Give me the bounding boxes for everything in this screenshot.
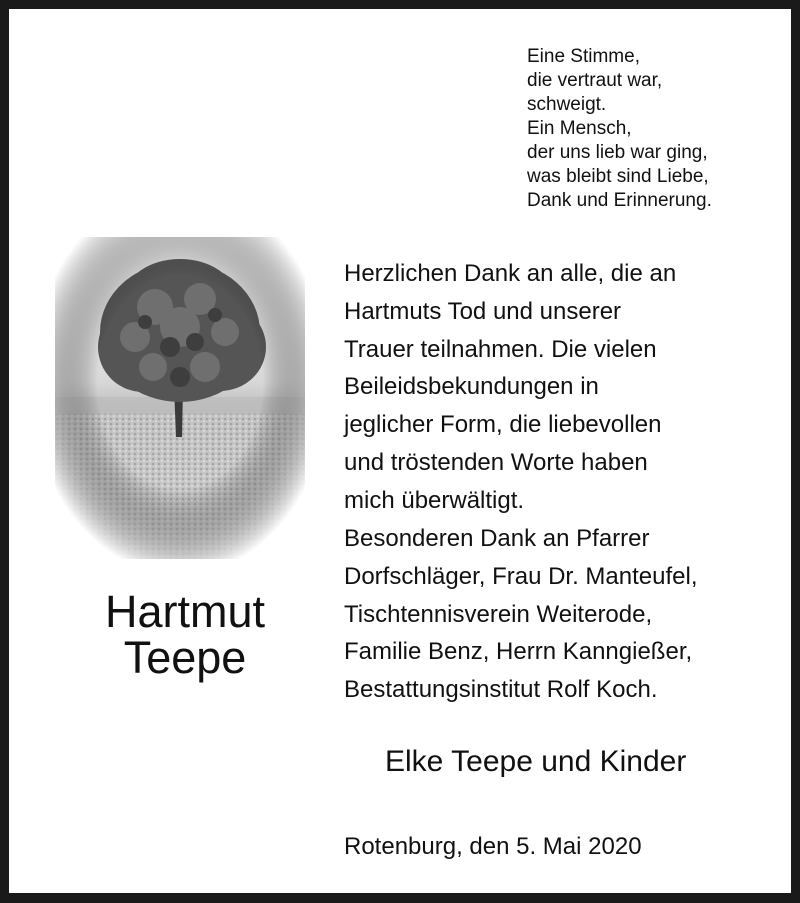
text-line: Dorfschläger, Frau Dr. Manteufel, (344, 562, 698, 590)
special-thanks-paragraph (344, 520, 697, 709)
place-date: Rotenburg, den 5. Mai 2020 (344, 833, 642, 860)
text-line: Hartmuts Tod und unserer (344, 297, 622, 325)
text-line: Beileidsbekundungen in (344, 373, 599, 401)
obituary-card (9, 9, 791, 893)
text-line: Trauer teilnahmen. Die vielen (344, 335, 657, 363)
poem (527, 45, 712, 213)
poem-line: Ein Mensch, (527, 118, 632, 139)
text-line: Familie Benz, Herrn Kanngießer, (344, 638, 693, 666)
text-line: Tischtennisverein Weiterode, (344, 600, 653, 628)
text-line: Herzlichen Dank an alle, die an (344, 260, 677, 287)
text-line: Bestattungsinstitut Rolf Koch. (344, 676, 658, 704)
poem-line: was bleibt sind Liebe, (527, 166, 709, 187)
poem-line: Eine Stimme, (527, 46, 640, 67)
poem-line: die vertraut war, (527, 70, 663, 91)
signature: Elke Teepe und Kinder (385, 745, 687, 778)
text-line: mich überwältigt. (344, 486, 525, 514)
deceased-name (45, 586, 325, 683)
last-name: Teepe (123, 632, 247, 683)
tree-image (55, 237, 305, 559)
thanks-paragraph (344, 255, 676, 520)
text-line: und tröstenden Worte haben (344, 448, 648, 476)
poem-line: der uns lieb war ging, (527, 142, 708, 163)
text-line: jeglicher Form, die liebevollen (344, 411, 662, 439)
first-name: Hartmut (104, 586, 266, 637)
poem-line: schweigt. (527, 94, 607, 115)
text-line: Besonderen Dank an Pfarrer (344, 525, 650, 552)
poem-line: Dank und Erinnerung. (527, 190, 712, 211)
